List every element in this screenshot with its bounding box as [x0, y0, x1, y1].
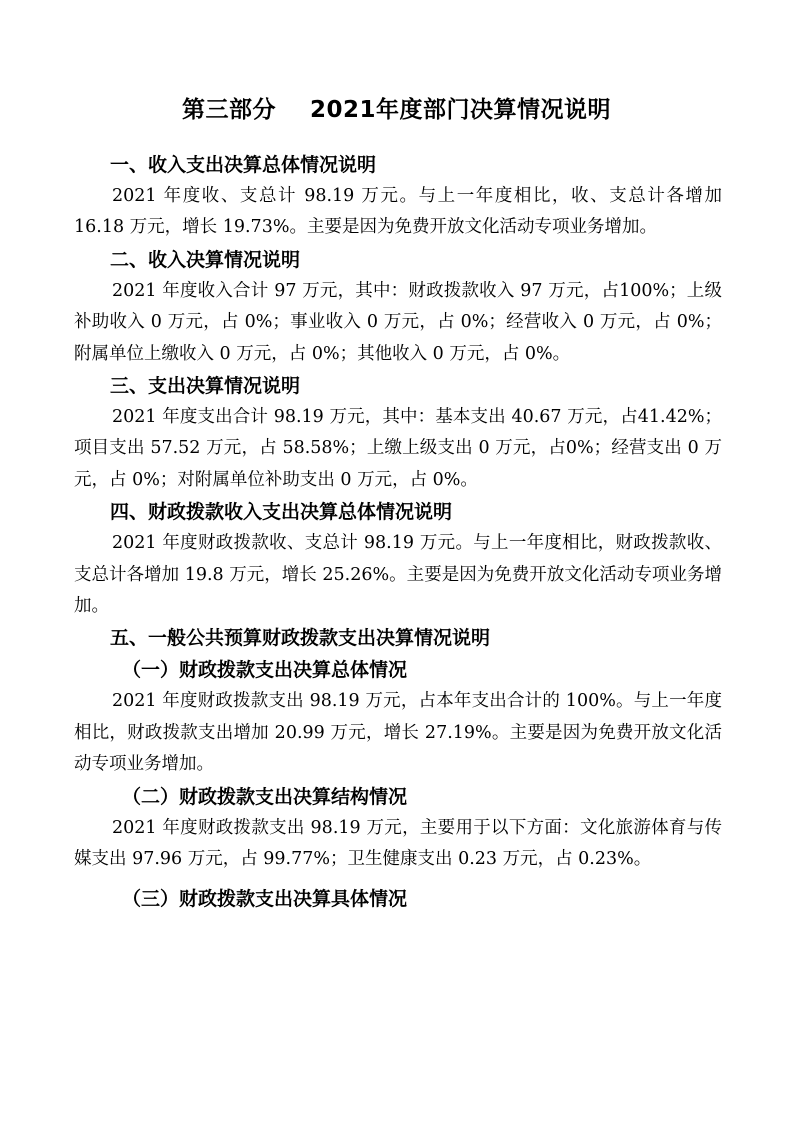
section-heading-2: 二、收入决算情况说明 [110, 248, 301, 271]
section-text-1: 2021 年度收、支总计 98.19 万元。与上一年度相比，收、支总计各增加 16.18 万元，增长 19.73%。主要是因为免费开放文化活动专项业务增加。 [74, 186, 722, 238]
document-body [74, 149, 722, 915]
section-text-3: 2021 年度支出合计 98.19 万元，其中：基本支出 40.67 万元，占41.42%；项目支出 57.52 万元，占 58.58%；上缴上级支出 0 万元，占0%；经营支出 0 万元，占 0%；对附属单位补助支出 0 万元，占 0%。 [74, 407, 722, 490]
section-heading-1: 一、收入支出决算总体情况说明 [110, 154, 377, 176]
title-main: 2021年度部门决算情况说明 [309, 97, 611, 123]
subsection-heading-1: （一）财政拨款支出决算总体情况 [122, 659, 408, 682]
page-title [0, 93, 793, 127]
section-text-4: 2021 年度财政拨款收、支总计 98.19 万元。与上一年度相比，财政拨款收、支总计各增加 19.8 万元，增长 25.26%。主要是因为免费开放文化活动专项业务增加。 [74, 533, 722, 617]
section-heading-5: 五、一般公共预算财政拨款支出决算情况说明 [110, 627, 491, 650]
section-heading-4: 四、财政拨款收入支出决算总体情况说明 [110, 501, 453, 524]
subsection-heading-2: （二）财政拨款支出决算结构情况 [122, 785, 408, 808]
title-part: 第三部分 [181, 97, 276, 123]
subsection-text-2: 2021 年度财政拨款支出 98.19 万元，主要用于以下方面：文化旅游体育与传媒支出 97.96 万元，占 99.77%；卫生健康支出 0.23 万元，占 0.23%。 [74, 817, 722, 870]
subsection-heading-3: （三）财政拨款支出决算具体情况 [122, 887, 408, 910]
section-heading-3: 三、支出决算情况说明 [110, 375, 301, 398]
section-text-2: 2021 年度收入合计 97 万元，其中：财政拨款收入 97 万元，占100%；上级补助收入 0 万元，占 0%；事业收入 0 万元，占 0%；经营收入 0 万元，占 0%；附属单位上缴收入 0 万元，占 0%；其他收入 0 万元，占 0%。 [74, 280, 722, 364]
subsection-text-1: 2021 年度财政拨款支出 98.19 万元，占本年支出合计的 100%。与上一年度相比，财政拨款支出增加 20.99 万元，增长 27.19%。主要是因为免费开放文化活动专项业务增加。 [74, 691, 722, 775]
